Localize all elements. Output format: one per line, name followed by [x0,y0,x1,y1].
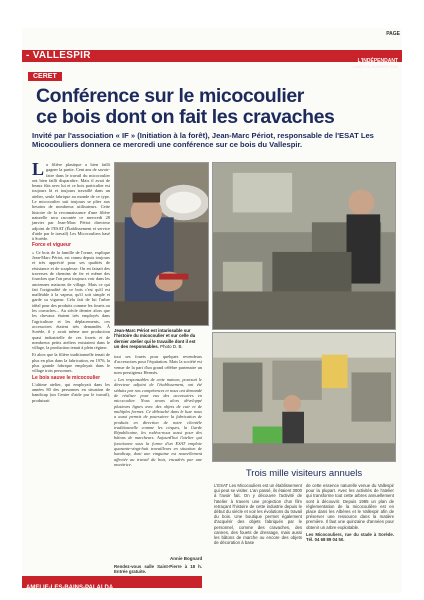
photo-workshop-floor [212,332,396,462]
section-label: - VALLESPIR [26,50,91,61]
photo-workshop-lamp [114,162,209,326]
subheading: Le bois sauve le micocoulier [32,374,101,381]
newspaper-page [22,28,402,593]
drop-cap: L [32,159,45,179]
photo-image [213,333,395,461]
masthead-date: LUNDI 26 JANVIER 2015 [352,64,398,69]
contact-info: Les Micocouliers, rue du stade à Sorède. Tél. 04 68 89 04 50. [306,531,394,543]
article-column-1 [32,159,110,572]
photo-workshop-workers [212,162,396,330]
paragraph: « Ce bois de la famille de l'orme, explique Jean-Marc Périot, est connu depuis toujours et très apprécié pour ses qualités de résistance et de souplesse. On en faisait des traverses de chemins de fer et même des fourches que l'on peut toujours voir dans les anciennes maisons de village. Mais ce qui fait l'originalité de ce bois c'est qu'il est malléable à la vapeur, qu'il soit simple et garde sa vigueur. Cela fait de lui l'arbre idéal pour des produits comme les fouets ou les cravaches... Au siècle dernier alors que les chevaux étaient très employés dans l'agriculture et les déplacements, ces accessoires étaient très demandés. À Sorède, il y avait même une production quasi industrielle de ces fouets et de nombreux petits ateliers existaient dans le village, la production tenait à plein régime. [32,249,110,351]
paragraph: tout ses fouets pour quelques revendeurs d'accessoires pour l'équitation. Mais la société est venue de la part d'un grand célèbre partenaire un nom prestigieux Hermès. [114,354,202,375]
paragraph: L'ESAT Les Micocouliers est un établissement qui peut se visiter. L'an passé, ils étaient 3000 à l'avoir fait. On y découvre l'activité de l'atelier à travers une projection d'un film retraçant l'histoire de cette industrie depuis le début du siècle et voir les évolutions du travail du bois. Une boutique permet également d'acquérir des objets fabriqués par le personnel, comme des cravaches, des cannes, des fouets de dressage, mais aussi les bâtons de marche ou encore des objets de décoration à base [214,483,302,546]
section-bar [22,50,402,69]
paragraph: de cette essence naturelle venue du Vallespir pour la plupart. Avec les activités de l'atelier qui transforme tout cette arbres annuellement sont à découvrir. Depuis 1985 un plan de réglementation de la micocoulière est en place dans les Albères et le Vallespir afin de préserver une ressource dans la matière première. Il faut une quinzaine d'années pour obtenir un arbre exploitable. [306,483,394,530]
paragraph: Et alors que la filière traditionnelle tenait de plus en plus dans la fabrication, en 1976, la plus grande fabrique employait dans le village trois personnes. [32,352,110,374]
masthead-name: L'INDÉPENDANT [357,58,398,64]
box-column-2 [306,483,394,547]
paragraph [32,159,110,242]
paragraph-text: a filière plastique a bien failli gagner la partie. Cent ans de savoir-faire dans le travail du micocoulier ont bien failli disparaître. Mais il avait de beaux fûts avec lui et ce bois particulier est toujours là et toujours travaillé dans un atelier, seule fabrique au monde de ce type. Le micocoulier sait toujours se plier aux besoins de nombreux utilisateurs. Cette histoire de la reconnaissance d'une filière naturelle sera racontée ce mercredi 28 janvier par Jean-Marc Périot directeur adjoint de l'ESAT (Établissement et service d'aide par le travail) Les Micocouliers basé à Sorède. [32,162,110,242]
page-number: PAGE [386,31,400,37]
paragraph: « Les responsables de cette maison, poursuit le directeur adjoint de l'établissement, ont été séduits par nos compétences et nous ont demandé de réaliser pour eux des accessoires en micocoulier. Nous avons alors développé plusieurs lignes avec des objets de cuir et de multiples formes. Ce débouché dans le luxe nous a aussi permis de poursuivre la fabrication de produits en direction de notre clientèle traditionnelle comme les cirques, la Garde Républicaine, les rodéos-nous aussi pour des bâtons de marcheurs. Aujourd'hui l'atelier qui fonctionne sous la forme d'un ESAT emploie quarante-vingt-huit travailleurs en situation de handicap, dont une vingtaine est nouvellement affectée au travail du bois, encadrés par une monitrice. [114,377,202,467]
event-info [114,564,202,575]
photo-caption [114,328,202,349]
footer-bar [22,576,202,591]
box-title: Trois mille visiteurs annuels [245,468,363,479]
standfirst: Invité par l'association « IF » (Initiation à la forêt), Jean-Marc Périot, responsable de l'ESAT Les Micocouliers donnera ce mercredi une conférence sur ce bois du Vallespir. [32,131,374,150]
box-columns [212,483,396,547]
box-column-1 [214,483,302,547]
photo-credit: Photo D. B. [160,343,183,349]
event-info-text: Rendez-vous salle Saint-Pierre à 18 h. Entrée gratuite. [114,564,202,575]
headline-line-2: ce bois dont on fait les cravaches [36,106,335,128]
headline-line-1: Conférence sur le micocoulier [36,85,304,107]
top-line [22,30,402,50]
caption-text: Jean-Marc Périot est intarissable sur l'histoire du micocoulier et sur celle du dernier atelier qui le travaille dont il est un des responsables. [114,328,196,349]
byline: Annie Bognard [170,556,203,561]
photo-image [213,163,395,329]
footer-section: AMELIE-LES-BAINS-PALALDA [26,585,114,591]
paragraph: L'ultime atelier, qui employait dans les années 80 des personnes en situation de handicap (un Centre d'aide par le travail), produisait [32,381,110,403]
photo-image [115,163,208,325]
location-kicker: CERET [28,72,62,81]
headline [36,86,396,128]
subheading: Force et vigueur [32,242,71,249]
sidebar-box [212,466,396,588]
masthead [352,58,398,69]
